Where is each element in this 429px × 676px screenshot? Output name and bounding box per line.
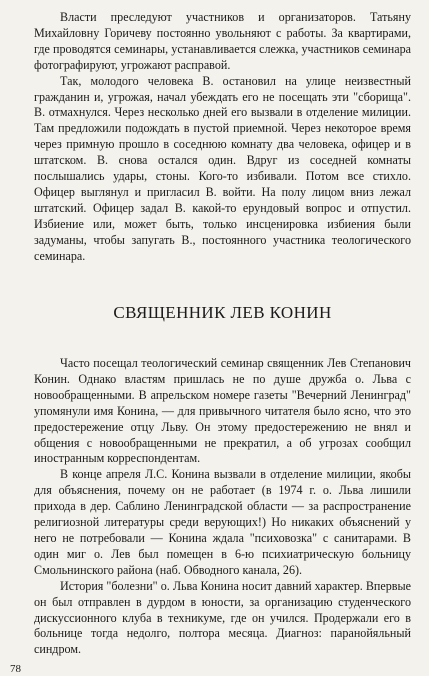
section-two-text	[34, 356, 411, 658]
paragraph: Власти преследуют участников и организаторов. Татьяну Михайловну Горичеву постоянно увольняют с работы. За квартирами, где проводятся семинары, устанавливается слежка, участников семинара фотографируют, угрожают расправой.	[34, 10, 411, 72]
section-one-text	[34, 10, 411, 265]
paragraph: Так, молодого человека В. остановил на улице неизвестный гражданин и, угрожая, начал убеждать его не посещать эти "сборища". В. отмахнулся. Через несколько дней его вызвали в отделение милиции. Там предложили подождать в пустой приемной. Через некоторое время через примную прошло в соседнюю комнату два человека, офицер и в штатском. В. снова остался один. Вдруг из соседней комнаты послышались удары, стоны. Кого-то избивали. Потом все стихло. Офицер выглянул и пригласил В. войти. На полу лицом вниз лежал штатский. Офицер задал В. какой-то ерундовый вопрос и отпустил. Избиение или, может быть, только инсценировка избиения были задуманы, чтобы запугать В., постоянного участника теологического семинара.	[34, 73, 411, 263]
paragraph: В конце апреля Л.С. Конина вызвали в отделение милиции, якобы для объяснения, почему он не работает (в 1974 г. о. Льва лишили прихода в дер. Саблино Ленинградской области — за распространение религиозной литературы среди верующих!) Но никаких объяснений у него не потребовали — Конина ждала "психовозка" с санитарами. В один миг о. Лев был помещен в 6-ю психиатрическую больницу Смольнинского района (наб. Обводного канала, 26).	[34, 467, 411, 577]
paragraph: Часто посещал теологический семинар священник Лев Степанович Конин. Однако властям пришлась не по душе дружба о. Льва с новообращенными. В апрельском номере газеты "Вечерний Ленинград" упомянули имя Конина, — для привычного читателя было ясно, что это предостережение отцу Льву. Он этому предостережению не внял и общения с новообращенными не прекратил, а об угрозах сообщил иностранным корреспондентам.	[34, 356, 411, 466]
section-title: СВЯЩЕННИК ЛЕВ КОНИН	[113, 303, 332, 322]
paragraph: История "болезни" о. Льва Конина носит давний характер. Впервые он был отправлен в дурдом в юности, за организацию студенческого дискуссионного клуба в техникуме, где он учился. Продержали его в больнице тогда недолго, полтора месяца. Диагноз: паранойяльный синдром.	[34, 578, 411, 657]
page-number: 78	[10, 663, 21, 675]
